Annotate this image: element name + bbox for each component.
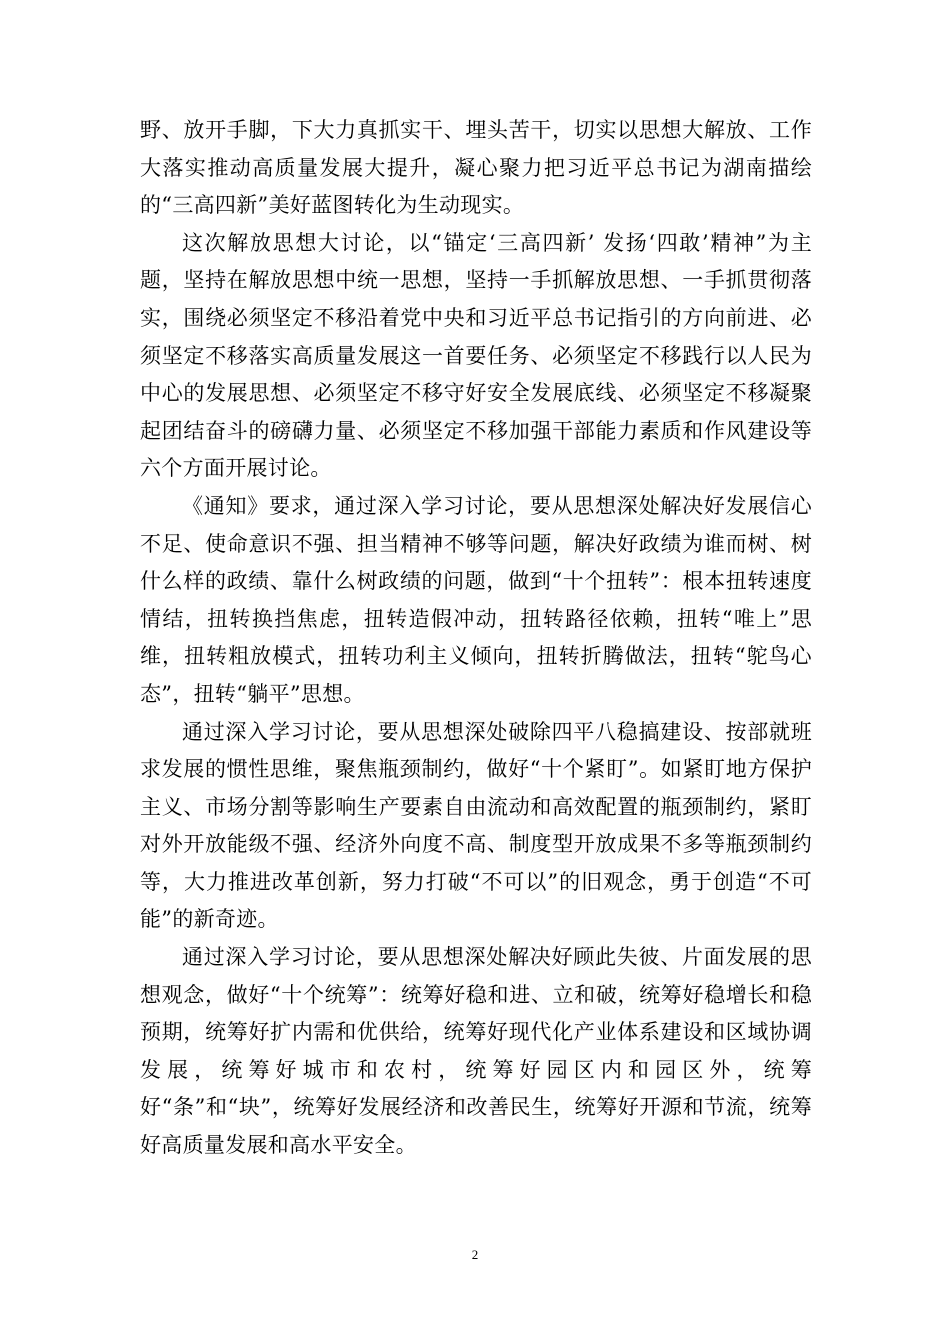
paragraph: 通过深入学习讨论，要从思想深处解决好顾此失彼、片面发展的思想观念，做好“十个统筹”：统筹好稳和进、立和破，统筹好稳增长和稳预期，统筹好扩内需和优供给，统筹好现代化产业体系建设和区域协调发展，统筹好城市和农村，统筹好园区内和园区外，统筹好“条”和“块”，统筹好发展经济和改善民生，统筹好开源和节流，统筹好高质量发展和高水平安全。 bbox=[140, 945, 812, 1158]
paragraph: 野、放开手脚，下大力真抓实干、埋头苦干，切实以思想大解放、工作大落实推动高质量发展大提升，凝心聚力把习近平总书记为湖南描绘的“三高四新”美好蓝图转化为生动现实。 bbox=[140, 118, 812, 218]
page-number: 2 bbox=[471, 1247, 479, 1262]
document-body bbox=[140, 112, 812, 1165]
paragraph: 通过深入学习讨论，要从思想深处破除四平八稳搞建设、按部就班求发展的惯性思维，聚焦瓶颈制约，做好“十个紧盯”。如紧盯地方保护主义、市场分割等影响生产要素自由流动和高效配置的瓶颈制约，紧盯对外开放能级不强、经济外向度不高、制度型开放成果不多等瓶颈制约等，大力推进改革创新，努力打破“不可以”的旧观念，勇于创造“不可能”的新奇迹。 bbox=[140, 719, 812, 932]
paragraph: 《通知》要求，通过深入学习讨论，要从思想深处解决好发展信心不足、使命意识不强、担当精神不够等问题，解决好政绩为谁而树、树什么样的政绩、靠什么树政绩的问题，做到“十个扭转”：根本扭转速度情结，扭转换挡焦虑，扭转造假冲动，扭转路径依赖，扭转“唯上”思维，扭转粗放模式，扭转功利主义倾向，扭转折腾做法，扭转“鸵鸟心态”，扭转“躺平”思想。 bbox=[140, 493, 812, 706]
paragraph: 这次解放思想大讨论，以“锚定‘三高四新’ 发扬‘四敢’精神”为主题，坚持在解放思想中统一思想，坚持一手抓解放思想、一手抓贯彻落实，围绕必须坚定不移沿着党中央和习近平总书记指引的方向前进、必须坚定不移落实高质量发展这一首要任务、必须坚定不移践行以人民为中心的发展思想、必须坚定不移守好安全发展底线、必须坚定不移凝聚起团结奋斗的磅礴力量、必须坚定不移加强干部能力素质和作风建设等六个方面开展讨论。 bbox=[140, 230, 812, 481]
